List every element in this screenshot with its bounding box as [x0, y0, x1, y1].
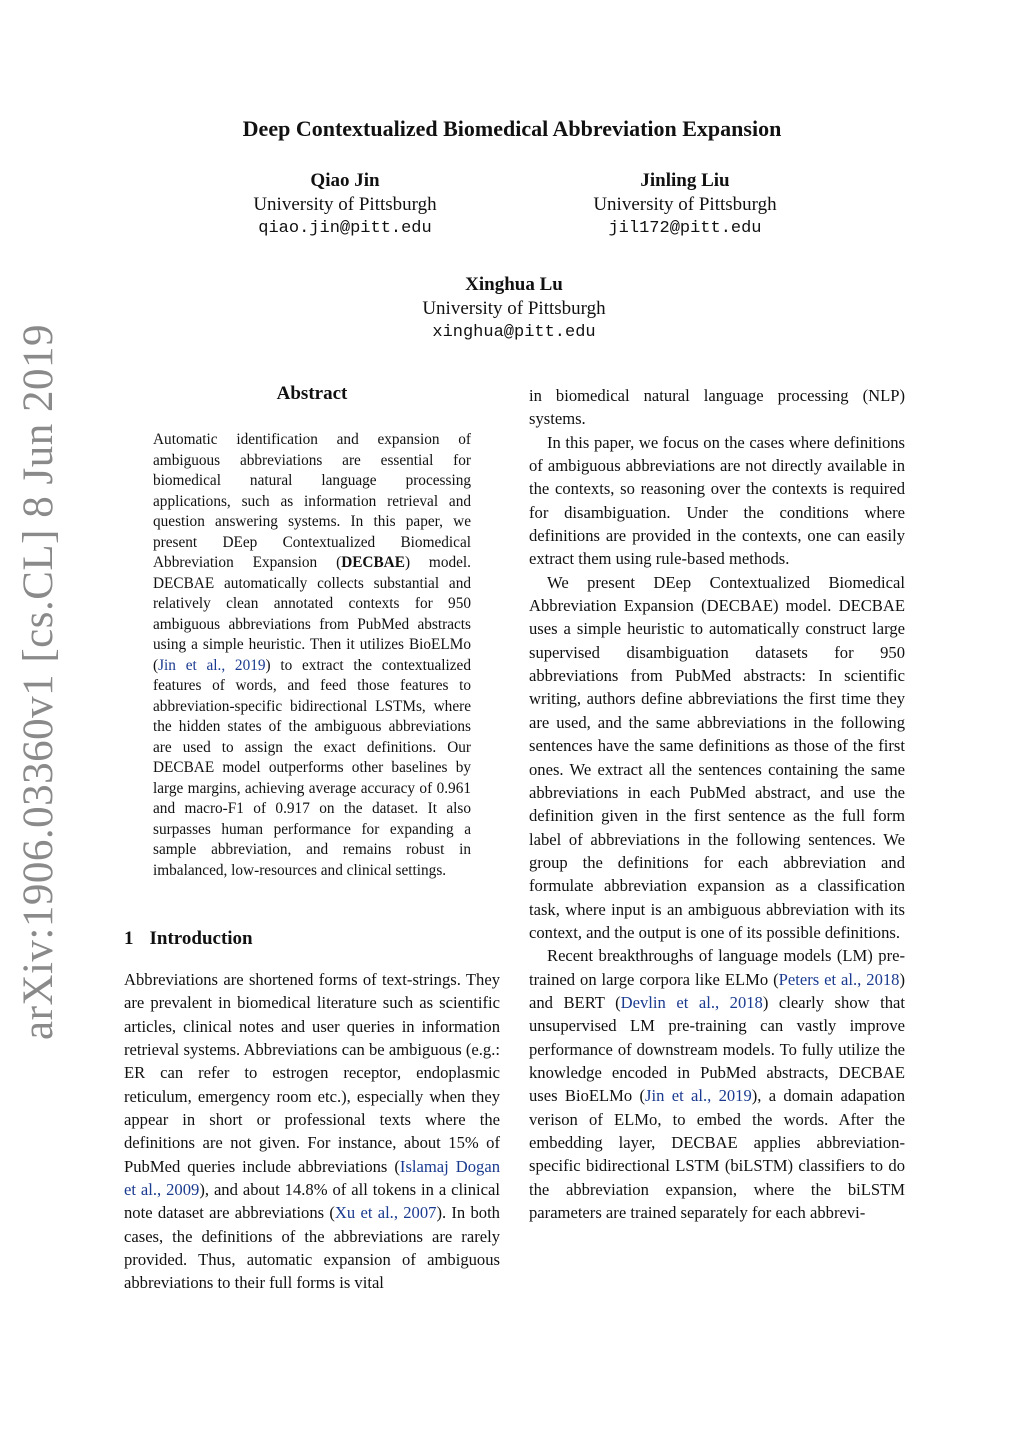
author-name: Qiao Jin: [310, 170, 380, 191]
abstract-body: [153, 430, 471, 881]
body-text: Recent breakthroughs of language models (LM) pre-trained on large corpora like ELMo (: [529, 946, 905, 989]
abstract-text: ) model. DECBAE automatically collects substantial and relatively clean annotated contexts for 950 ambiguous abbreviations from PubMed abstracts using a simple heuristic. Then it utilizes BioELMo (: [153, 554, 471, 674]
author-block: [220, 169, 470, 241]
citation-link[interactable]: Jin et al., 2019: [158, 656, 266, 674]
section-title: Introduction: [149, 928, 253, 949]
abstract-model-name: DECBAE: [341, 554, 405, 571]
intro-paragraph: [124, 968, 500, 1295]
citation-link[interactable]: Devlin et al., 2018: [620, 992, 763, 1012]
paper-title: Deep Contextualized Biomedical Abbreviation Expansion: [242, 116, 782, 141]
body-paragraph: In this paper, we focus on the cases where definitions of ambiguous abbreviations are not directly available in the contexts, so reasoning over the contexts is required for disambiguation. Under the conditions where definitions are provided in the contexts, one can easily extract them using rule-based methods.: [529, 432, 905, 569]
author-affiliation: University of Pittsburgh: [422, 298, 606, 319]
body-text: ), and about 14.8% of all tokens in a clinical note dataset are abbreviations (: [124, 1180, 500, 1223]
abstract-text: ) to extract the contextualized features of words, and feed those features to abbreviation-specific bidirectional LSTMs, where the hidden states of the ambiguous abbreviations are used to assign the exact definitions. Our DECBAE model outperforms other baselines by large margins, achieving average accuracy of 0.961 and macro-F1 of 0.917 on the dataset. It also surpasses human performance for expanding a sample abbreviation, and remains robust in imbalanced, low-resources and clinical settings.: [153, 656, 471, 879]
body-text: ). In both cases, the definitions of the abbreviations are rarely provided. Thus, automatic expansion of ambiguous abbreviations to their full forms is vital: [124, 1203, 500, 1293]
author-email: xinghua@pitt.edu: [432, 323, 596, 342]
citation-link[interactable]: Islamaj Dogan et al., 2009: [124, 1156, 501, 1200]
citation-link[interactable]: Jin et al., 2019: [645, 1086, 752, 1106]
arxiv-stamp-text: arXiv:1906.03360v1 [cs.CL] 8 Jun 2019: [15, 324, 62, 1040]
section-number: 1: [124, 928, 134, 949]
author-name: Jinling Liu: [640, 170, 730, 191]
body-text: ) and BERT (: [529, 969, 905, 1012]
author-affiliation: University of Pittsburgh: [593, 194, 777, 215]
body-paragraph: in biomedical natural language processing (NLP) systems.: [529, 386, 905, 429]
citation-link[interactable]: Peters et al., 2018: [778, 969, 900, 989]
right-column: [529, 384, 905, 1224]
body-text: ) clearly show that unsupervised LM pre-training can vastly improve performance of downstream models. To fully utilize the knowledge encoded in PubMed abstracts, DECBAE uses BioELMo (: [529, 992, 906, 1106]
body-paragraph: We present DEep Contextualized Biomedical Abbreviation Expansion (DECBAE) model. DECBAE uses a simple heuristic to automatically construct large supervised disambiguation datasets for 950 abbreviations from PubMed abstracts: In scientific writing, authors define abbreviations the first time they are used, and the same abbreviations in the following sentences have the same definitions as those of the first ones. We extract all the sentences containing the same abbreviations in each PubMed abstract, and use the definition given in the first sentence as the full form label of abbreviations in the following sentences. We group the definitions for each abbreviation and formulate abbreviation expansion as a classification task, where input is an ambiguous abbreviation with its context, and the output is one of its possible definitions.: [529, 572, 905, 942]
author-affiliation: University of Pittsburgh: [253, 194, 437, 215]
author-name: Xinghua Lu: [465, 274, 563, 295]
body-text: ), a domain adapation verison of ELMo, to embed the words. After the embedding layer, DECBAE applies abbreviation-specific bidirectional LSTM (biLSTM) classifiers to do the abbreviation expansion, where the biLSTM parameters are trained separately for each abbrevi-: [529, 1086, 906, 1223]
intro-column: [124, 968, 500, 1295]
citation-link[interactable]: Xu et al., 2007: [334, 1203, 437, 1223]
abstract-text: Automatic identification and expansion of ambiguous abbreviations are essential for biomedical natural language processing applications, such as information retrieval and question answering systems. In this paper, we present DEep Contextualized Biomedical Abbreviation Expansion (: [153, 431, 471, 571]
author-email: qiao.jin@pitt.edu: [258, 219, 432, 238]
author-email: jil172@pitt.edu: [608, 219, 762, 238]
abstract-heading: Abstract: [276, 383, 348, 404]
author-block: [380, 273, 648, 345]
author-block: [560, 169, 810, 241]
body-paragraph: [529, 944, 905, 1224]
section-heading: [124, 928, 253, 950]
body-text: Abbreviations are shortened forms of text-strings. They are prevalent in biomedical literature such as scientific articles, clinical notes and user queries in information retrieval systems. Abbreviations can be ambiguous (e.g.: ER can refer to estrogen receptor, endoplasmic reticulum, emergency room etc.), especially when they appear in short or professional texts where the definitions are not given. For instance, about 15% of PubMed queries include abbreviations (: [124, 970, 500, 1176]
